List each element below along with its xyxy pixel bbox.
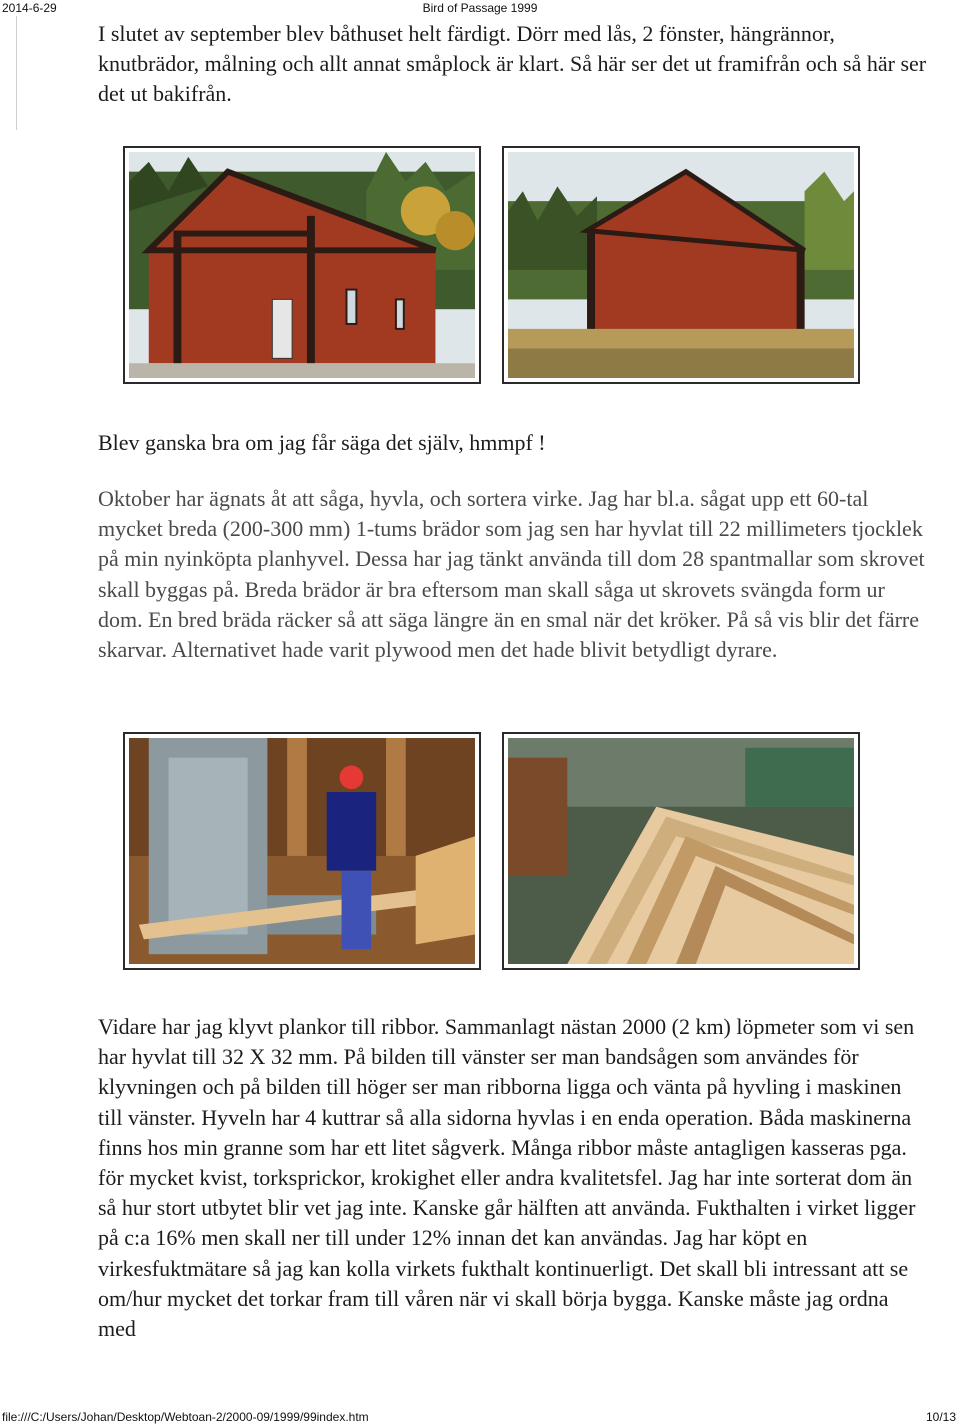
paragraph-october-work xyxy=(98,484,928,665)
photo-ribs-stacked xyxy=(502,732,860,970)
print-date: 2014-6-29 xyxy=(2,1,57,15)
page-header xyxy=(0,0,960,16)
photo-bandsaw xyxy=(123,732,481,970)
photo-boathouse-back xyxy=(502,146,860,384)
page-title: Bird of Passage 1999 xyxy=(422,1,538,15)
page-number: 10/13 xyxy=(925,1410,956,1424)
paragraph-pretty-good: Blev ganska bra om jag får säga det själv, hmmpf ! xyxy=(98,430,546,455)
photo-boathouse-front xyxy=(123,146,481,384)
page-footer xyxy=(0,1408,960,1426)
scroll-edge-line xyxy=(16,16,17,130)
paragraph-ribs-planing: Vidare har jag klyvt plankor till ribbor. Sammanlagt nästan 2000 (2 km) löpmeter som vi sen har hyvlat till 32 X 32 mm. På bilden till vänster ser man bandsågen som användes för klyvningen och på bilden till höger ser man ribborna ligga och vänta på hyvling i maskinen till vänster. Hyveln har 4 kuttrar så alla sidorna hyvlas i en enda operation. Båda maskinerna finns hos min granne som har ett litet sågverk. Många ribbor måste antagligen kasseras pga. för mycket kvist, torksprickor, krokighet eller andra kvalitetsfel. Jag har inte sorterat dom än så hur stort utbytet blir vet jag inte. Kanske går hälften att använda. Fukthalten i virket ligger på c:a 16% men skall ner till under 12% innan det kan användas. Jag har köpt en virkesfuktmätare så jag kan kolla virkets fukthalt kontinuerligt. Det skall bli intressant att se om/hur mycket det torkar fram till våren när vi skall börja bygga. Kanske måste jag ordna med xyxy=(98,1014,916,1342)
file-path: file:///C:/Users/Johan/Desktop/Webtoan-2/2000-09/1999/99index.htm xyxy=(2,1410,369,1424)
paragraph-october-intro: Oktober har ägnats åt att såga, hyvla, och sortera virke. Jag har bl.a. sågat upp ett 60-tal mycket breda (200-300 mm) 1-tums brädor som jag sen har hyvlat till 22 millimeters tjocklek på min nyinköpta planhyvel. xyxy=(98,486,923,572)
paragraph-october-plans: Dessa har jag tänkt använda till dom 28 spantmallar som skrovet skall byggas på. Breda brädor är bra eftersom man skall såga ut skrovets svängda form ur dom. En bred bräda räcker så att säga längre än en smal när det kröker. På så vis blir det färre skarvar. Alternativet hade varit plywood men det hade blivit betydligt dyrare. xyxy=(98,546,925,663)
paragraph-boathouse-finished: I slutet av september blev båthuset helt färdigt. Dörr med lås, 2 fönster, hängrännor, knutbrädor, målning och allt annat småplock är klart. Så här ser det ut framifrån och så här ser det ut bakifrån. xyxy=(98,21,927,107)
